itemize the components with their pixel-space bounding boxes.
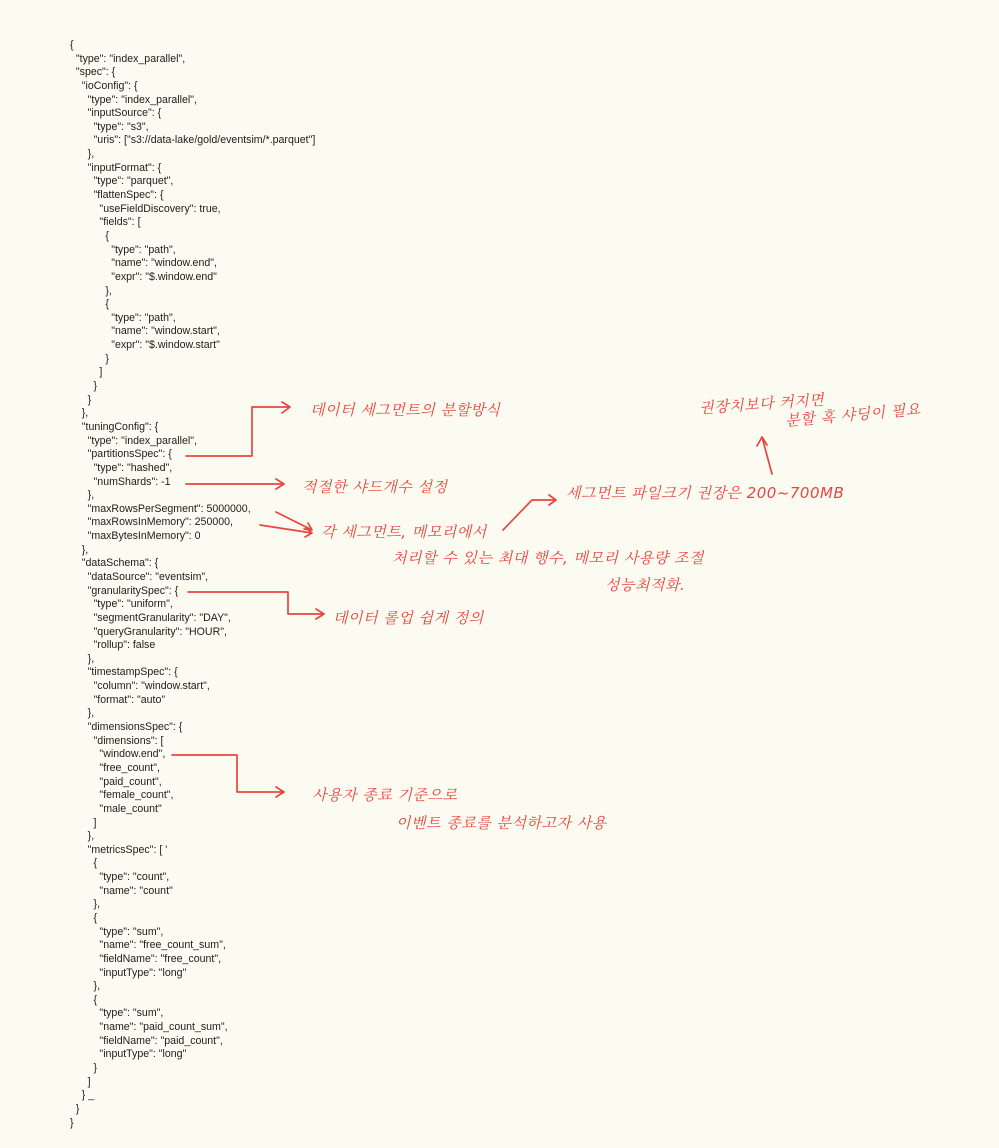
code-line: "maxRowsPerSegment": 5000000,	[70, 502, 251, 515]
code-line: {	[70, 39, 74, 51]
code-line: "metricsSpec": [ '	[70, 843, 168, 856]
code-line: "maxBytesInMemory": 0	[70, 530, 201, 543]
code-line: "spec": {	[70, 66, 116, 79]
annotation-segment-memory-line1: 각 세그먼트, 메모리에서	[321, 523, 487, 541]
code-line: "uris": ["s3://data-lake/gold/eventsim/*.parquet"]	[70, 134, 316, 147]
code-line: } _	[70, 1089, 95, 1102]
code-line: "type": "index_parallel",	[70, 52, 186, 65]
code-line: "dataSchema": {	[70, 557, 159, 570]
code-line: "numShards": -1	[70, 475, 171, 488]
code-line: "type": "sum",	[70, 925, 164, 938]
code-line: "name": "window.start",	[70, 325, 220, 338]
code-line: "expr": "$.window.start"	[70, 339, 220, 352]
code-line: },	[70, 652, 95, 665]
code-line: "column": "window.start",	[70, 680, 210, 693]
code-line: "inputType": "long"	[70, 966, 187, 979]
code-line: "name": "free_count_sum",	[70, 939, 226, 952]
code-line: },	[70, 407, 89, 420]
code-line: "dimensions": [	[70, 734, 164, 747]
code-line: "type": "uniform",	[70, 598, 173, 611]
code-line: },	[70, 980, 101, 993]
code-line: ]	[70, 1075, 91, 1088]
code-line: }	[70, 393, 92, 406]
annotation-larger-line2: 분할 혹 샤딩이 필요	[784, 400, 922, 430]
arrow-rollup	[188, 592, 324, 619]
arrow-partitioning	[186, 402, 290, 456]
code-line: }	[70, 1102, 80, 1115]
code-line: "type": "index_parallel",	[70, 93, 197, 106]
code-line: "name": "window.end",	[70, 257, 217, 270]
annotation-file-size: 세그먼트 파일크기 권장은 200~700MB	[566, 484, 845, 502]
code-line: "partitionsSpec": {	[70, 448, 172, 461]
code-line: "type": "count",	[70, 871, 170, 884]
arrow-dimensions	[172, 755, 284, 797]
code-line: "male_count"	[70, 802, 162, 815]
code-line: "female_count",	[70, 789, 174, 802]
code-line: "type": "index_parallel",	[70, 434, 197, 447]
code-line: {	[70, 993, 98, 1006]
annotation-shard-count: 적절한 샤드개수 설정	[302, 478, 448, 496]
annotation-partitioning: 데이터 세그먼트의 분할방식	[310, 401, 501, 419]
code-line: "inputType": "long"	[70, 1048, 187, 1061]
code-line: "type": "hashed",	[70, 461, 173, 474]
annotation-dimensions-line1: 사용자 종료 기준으로	[312, 786, 458, 804]
arrow-max-rows-segment	[276, 512, 312, 530]
code-line: "type": "path",	[70, 243, 176, 256]
code-line: }	[70, 352, 109, 365]
code-line: "ioConfig": {	[70, 79, 138, 92]
code-line: "fieldName": "paid_count",	[70, 1034, 223, 1047]
annotation-rollup: 데이터 롤업 쉽게 정의	[333, 609, 484, 627]
code-line: "name": "paid_count_sum",	[70, 1021, 228, 1034]
code-line: "rollup": false	[70, 639, 156, 652]
code-line: "expr": "$.window.end"	[70, 270, 217, 283]
code-line: "fieldName": "free_count",	[70, 952, 222, 965]
code-line: "paid_count",	[70, 775, 162, 788]
code-line: },	[70, 284, 112, 297]
code-line: "dataSource": "eventsim",	[70, 570, 209, 583]
arrow-shard-count	[186, 479, 284, 489]
code-line: "granularitySpec": {	[70, 584, 179, 597]
code-line: "type": "sum",	[70, 1007, 164, 1020]
code-line: {	[70, 298, 109, 311]
code-line: {	[70, 857, 98, 870]
code-line: {	[70, 229, 109, 242]
code-line: "maxRowsInMemory": 250000,	[70, 516, 233, 529]
annotation-larger-line1: 권장치보다 커지면	[698, 390, 825, 418]
arrow-file-size	[503, 495, 556, 530]
code-line: },	[70, 543, 89, 556]
code-line: "name": "count"	[70, 884, 173, 897]
arrow-larger	[757, 437, 772, 474]
code-line: "useFieldDiscovery": true,	[70, 202, 221, 215]
code-line: "dimensionsSpec": {	[70, 721, 183, 734]
code-line: }	[70, 380, 98, 393]
code-line: "queryGranularity": "HOUR",	[70, 625, 227, 638]
code-line: "format": "auto"	[70, 693, 166, 706]
code-line: },	[70, 148, 95, 161]
annotation-dimensions-line2: 이벤트 종료를 분석하고자 사용	[396, 814, 607, 832]
code-line: "tuningConfig": {	[70, 420, 159, 433]
code-line: "type": "path",	[70, 311, 176, 324]
annotation-segment-memory-line3: 성능최적화.	[605, 576, 686, 594]
code-line: {	[70, 912, 98, 924]
code-line: "type": "s3",	[70, 120, 149, 133]
code-line: ]	[70, 816, 97, 829]
code-line: "free_count",	[70, 761, 160, 774]
code-line: "fields": [	[70, 216, 141, 229]
code-line: "timestampSpec": {	[70, 666, 178, 679]
code-line: "window.end",	[70, 748, 166, 761]
code-line: ]	[70, 366, 103, 379]
code-line: },	[70, 489, 95, 502]
code-line: "type": "parquet",	[70, 175, 174, 188]
code-line: }	[70, 1062, 98, 1075]
code-line: "inputFormat": {	[70, 161, 162, 174]
code-line: },	[70, 898, 101, 911]
code-line: "inputSource": {	[70, 107, 162, 120]
code-line: }	[70, 1116, 74, 1129]
code-line: "segmentGranularity": "DAY",	[70, 611, 231, 624]
code-line: "flattenSpec": {	[70, 189, 164, 202]
annotation-segment-memory-line2: 처리할 수 있는 최대 행수, 메모리 사용량 조절	[392, 549, 704, 567]
code-line: },	[70, 707, 95, 720]
code-line: },	[70, 830, 95, 843]
